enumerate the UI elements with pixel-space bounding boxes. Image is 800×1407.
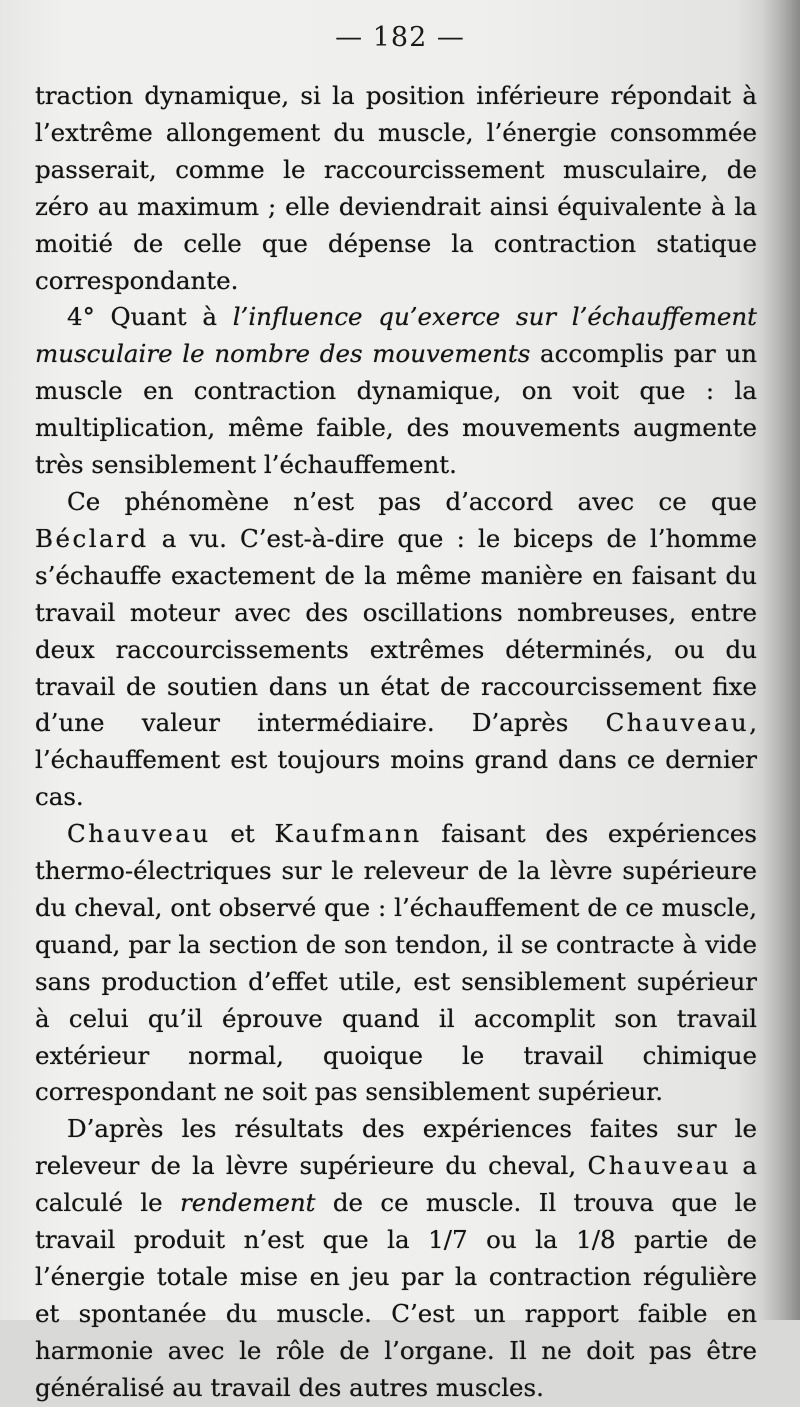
page-number: — 182 — [335, 22, 465, 53]
paragraph-2-text: 4° Quant à [67, 302, 233, 332]
author-name-chauveau: Chauveau [587, 1151, 732, 1181]
author-name-beclard: Béclard [35, 523, 149, 553]
paragraph-4-conjunction: et [210, 819, 275, 849]
paragraph-3 [35, 484, 757, 816]
italic-term-rendement: rendement [180, 1188, 316, 1218]
paragraph-5 [35, 1111, 757, 1406]
body-text [35, 78, 757, 1407]
author-name-chauveau: Chauveau [67, 819, 211, 849]
paragraph-1 [35, 78, 757, 299]
paragraph-3-text-end: , l’échauffement est toujours moins grand dans ce dernier cas. [35, 708, 757, 812]
italic-phrase: l’influence qu’exerce sur l’échauffement musculaire le nombre des mouvements [35, 302, 757, 369]
paragraph-2-text-end: accomplis par un muscle en contraction dynamique, on voit que : la multiplication, même faible, des mouvements augmente très sensiblement l’échauffement. [35, 339, 757, 480]
page-edge-shadow [762, 0, 800, 1320]
author-name-chauveau: Chauveau [605, 708, 750, 738]
author-name-kaufmann: Kaufmann [274, 819, 422, 849]
paragraph-4 [35, 816, 757, 1111]
paragraph-2 [35, 299, 757, 484]
paragraph-5-text-middle: a calculé le [35, 1151, 757, 1218]
paragraph-1-text: traction dynamique, si la position inférieure répondait à l’extrême allongement du muscle, l’énergie consommée passerait, comme le raccourcissement musculaire, de zéro au maximum ; elle deviendrait ainsi équivalente à la moitié de celle que dépense la contraction statique correspondante. [35, 81, 757, 295]
paragraph-3-text-middle: a vu. C’est-à-dire que : le biceps de l’homme s’échauffe exactement de la même manière en faisant du travail moteur avec des oscillations nombreuses, entre deux raccourcissements extrêmes déterminés, ou du travail de soutien dans un état de raccourcissement fixe d’une valeur intermédiaire. D’après [35, 523, 757, 738]
paragraph-5-text-end: de ce muscle. Il trouva que le travail produit n’est que la 1/7 ou la 1/8 partie de l’énergie totale mise en jeu par la contraction régulière et spontanée du muscle. C’est un rapport faible en harmonie avec le rôle de l’organe. Il ne doit pas être généralisé au travail des autres muscles. [35, 1188, 757, 1402]
paragraph-5-text: D’après les résultats des expériences faites sur le releveur de la lèvre supérieure du cheval, [35, 1114, 757, 1181]
paragraph-4-text: faisant des expériences thermo-électriques sur le releveur de la lèvre supérieure du cheval, ont observé que : l’échauffement de ce muscle, quand, par la section de son tendon, il se contracte à vide sans production d’effet utile, est sensiblement supérieur à celui qu’il éprouve quand il accomplit son travail extérieur normal, quoique le travail chimique correspondant ne soit pas sensiblement supérieur. [35, 819, 757, 1107]
paragraph-3-text: Ce phénomène n’est pas d’accord avec ce que [67, 486, 757, 516]
